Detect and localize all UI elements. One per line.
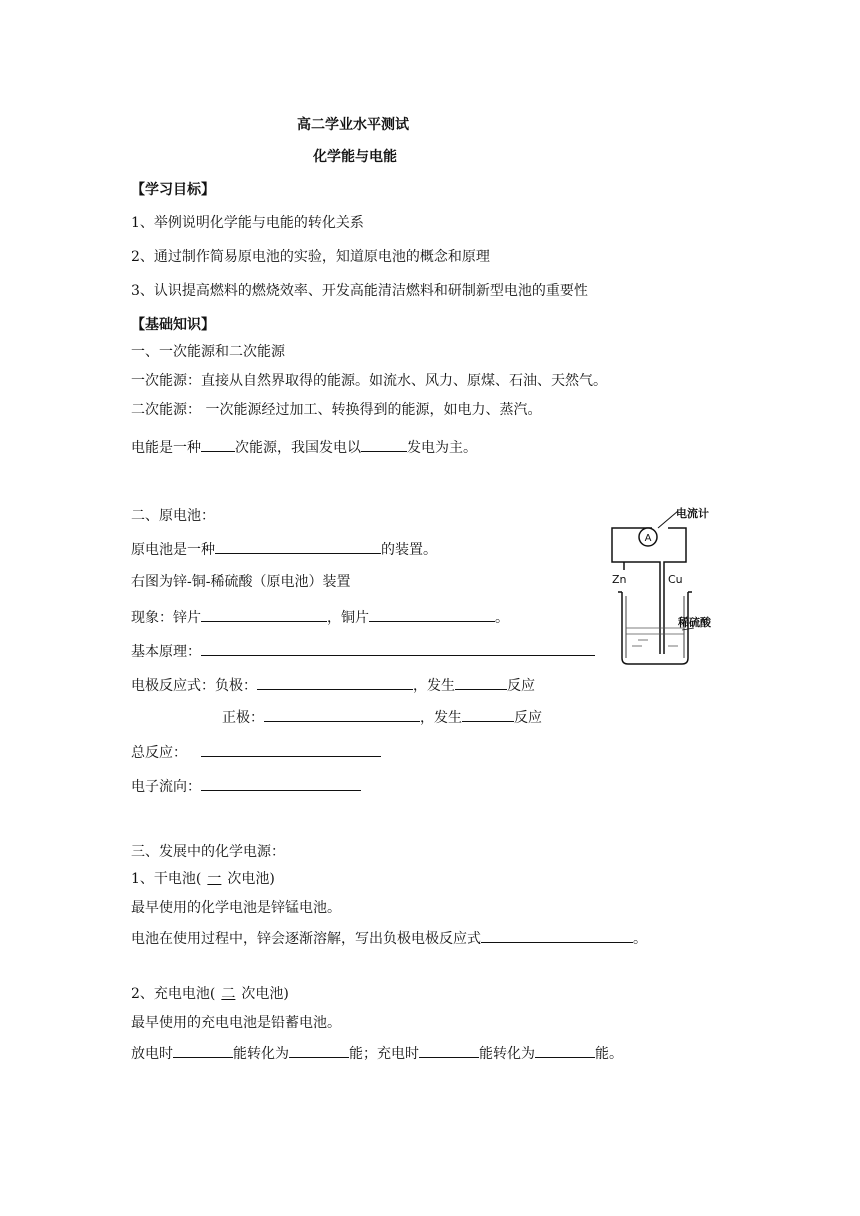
total-reaction-question: [131, 742, 381, 762]
negative-electrode-question: [131, 675, 535, 695]
answer-blank[interactable]: [455, 675, 507, 690]
text-segment: 电子流向：: [131, 779, 201, 795]
zinc-wire: [612, 528, 660, 654]
electron-flow-question: [131, 776, 361, 796]
answer-blank[interactable]: [264, 707, 420, 722]
text-segment: 能转化为: [479, 1046, 535, 1062]
principle-question: [131, 641, 595, 661]
text-segment: 正极：: [222, 710, 264, 726]
dry-cell-question: [131, 928, 647, 948]
text-segment: 原电池是一种: [131, 542, 215, 558]
acid-label: 稀硫酸: [678, 616, 711, 629]
positive-electrode-question: [222, 707, 542, 727]
text-segment: 能；充电时: [349, 1046, 419, 1062]
answer-blank[interactable]: [201, 776, 361, 791]
text-segment: 现象：锌片: [131, 610, 201, 626]
copper-label: Cu: [668, 573, 683, 586]
answer-blank[interactable]: [201, 437, 235, 452]
section-basics-heading: 【基础知识】: [131, 317, 215, 333]
dry-cell-heading: [131, 870, 275, 888]
goal-item: 3、认识提高燃料的燃烧效率、开发高能清洁燃料和研制新型电池的重要性: [131, 283, 588, 299]
answer-blank[interactable]: [201, 641, 595, 656]
answer-blank[interactable]: [369, 607, 495, 622]
figure-description: 右图为锌-铜-稀硫酸（原电池）装置: [131, 574, 351, 590]
answer-blank[interactable]: [257, 675, 413, 690]
copper-wire: [664, 528, 686, 654]
goal-item: 1、举例说明化学能与电能的转化关系: [131, 215, 364, 231]
answer-blank[interactable]: [535, 1043, 595, 1058]
secondary-energy-text: 二次能源： 一次能源经过加工、转换得到的能源，如电力、蒸汽。: [131, 402, 542, 418]
text-segment: 次电池): [227, 871, 275, 887]
meter-label: 电流计: [676, 507, 709, 520]
charge-discharge-question: [131, 1043, 623, 1063]
text-segment: ，发生: [413, 678, 455, 694]
galvanic-definition: [131, 539, 437, 559]
answer-blank[interactable]: [462, 707, 514, 722]
ammeter-symbol: A: [644, 533, 652, 544]
answer-blank[interactable]: [361, 437, 407, 452]
text-segment: 发电为主。: [407, 440, 477, 456]
filled-answer: 一: [207, 871, 222, 887]
primary-energy-text: 一次能源：直接从自然界取得的能源。如流水、风力、原煤、石油、天然气。: [131, 373, 607, 389]
text-segment: 总反应：: [131, 745, 187, 761]
phenomenon-question: [131, 607, 509, 627]
filled-answer: 二: [221, 986, 236, 1002]
text-segment: 。: [633, 931, 647, 947]
answer-blank[interactable]: [201, 742, 381, 757]
text-segment: 。: [495, 610, 509, 626]
energy-heading: 一、一次能源和二次能源: [131, 344, 285, 360]
text-segment: ，发生: [420, 710, 462, 726]
answer-blank[interactable]: [215, 539, 381, 554]
text-segment: 电能是一种: [131, 440, 201, 456]
text-segment: 基本原理：: [131, 644, 201, 660]
answer-blank[interactable]: [289, 1043, 349, 1058]
liquid-surface: [626, 628, 684, 646]
galvanic-heading: 二、原电池：: [131, 508, 215, 524]
answer-blank[interactable]: [419, 1043, 479, 1058]
text-segment: 次能源，我国发电以: [235, 440, 361, 456]
text-segment: 1、干电池(: [131, 871, 202, 887]
text-segment: 电极反应式：负极：: [131, 678, 257, 694]
meter-pointer: [658, 511, 678, 528]
text-segment: 反应: [507, 678, 535, 694]
answer-blank[interactable]: [173, 1043, 233, 1058]
text-segment: 能转化为: [233, 1046, 289, 1062]
chemical-sources-heading: 三、发展中的化学电源：: [131, 844, 285, 860]
answer-blank[interactable]: [201, 607, 327, 622]
section-goals-heading: 【学习目标】: [131, 182, 215, 198]
dry-cell-first: 最早使用的化学电池是锌锰电池。: [131, 900, 341, 916]
text-segment: 反应: [514, 710, 542, 726]
zinc-label: Zn: [612, 573, 627, 586]
answer-blank[interactable]: [481, 928, 633, 943]
document-title: 高二学业水平测试: [297, 117, 409, 133]
text-segment: 的装置。: [381, 542, 437, 558]
text-segment: 能。: [595, 1046, 623, 1062]
rechargeable-heading: [131, 985, 289, 1003]
galvanic-cell-diagram: [608, 500, 726, 668]
text-segment: 电池在使用过程中，锌会逐渐溶解，写出负极电极反应式: [131, 931, 481, 947]
text-segment: 2、充电电池(: [131, 986, 216, 1002]
rechargeable-first: 最早使用的充电电池是铅蓄电池。: [131, 1015, 341, 1031]
electric-energy-question: [131, 437, 477, 457]
text-segment: ，铜片: [327, 610, 369, 626]
text-segment: 次电池): [241, 986, 289, 1002]
goal-item: 2、通过制作简易原电池的实验，知道原电池的概念和原理: [131, 249, 490, 265]
text-segment: 放电时: [131, 1046, 173, 1062]
document-subtitle: 化学能与电能: [313, 149, 397, 165]
